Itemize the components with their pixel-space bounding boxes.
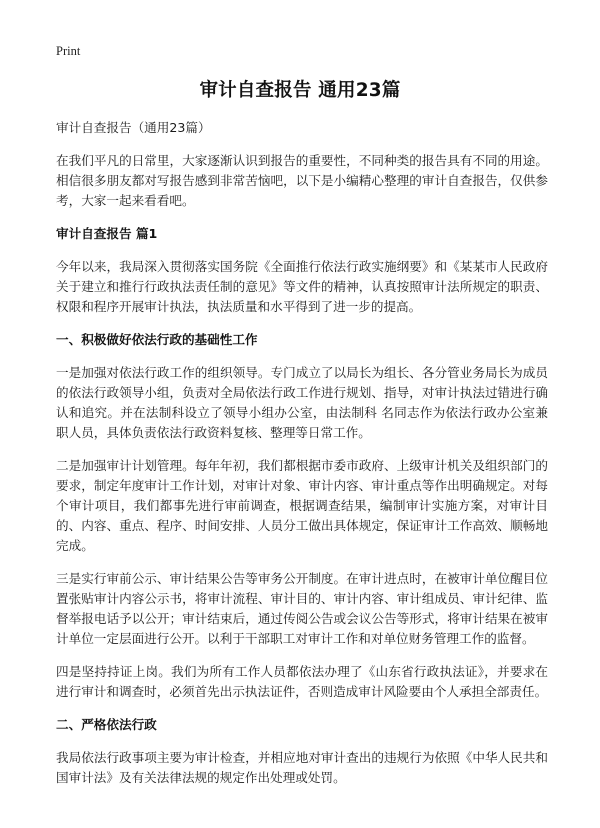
paragraph-item-1: 一是加强对依法行政工作的组织领导。专门成立了以局长为组长、各分管业务局长为成员的依法行政领导小组，负责对全局依法行政工作进行规划、指导，对审计执法过错进行确认和追究。并在法制科设立了领导小组办公室，由法制科 名同志作为依法行政办公室兼职人员，具体负责依法行政资料复核、整理等日常工作。 xyxy=(56,365,548,440)
paragraph-item-4: 四是坚持持证上岗。我们为所有工作人员都依法办理了《山东省行政执法证》，并要求在进行审计和调查时，必须首先出示执法证件，否则造成审计风险要由个人承担全部责任。 xyxy=(56,664,548,699)
document-body xyxy=(56,118,548,801)
intro-paragraph: 在我们平凡的日常里，大家逐渐认识到报告的重要性，不同种类的报告具有不同的用途。相信很多朋友都对写报告感到非常苦恼吧，以下是小编精心整理的审计自查报告，仅供参考，大家一起来看看吧。 xyxy=(56,153,548,208)
page-title: 审计自查报告 通用23篇 xyxy=(199,80,401,101)
print-link[interactable]: Print xyxy=(56,44,81,58)
document-subtitle: 审计自查报告（通用23篇） xyxy=(56,120,211,135)
heading-basic-work: 一、积极做好依法行政的基础性工作 xyxy=(56,332,258,347)
paragraph-item-3: 三是实行审前公示、审计结果公告等审务公开制度。在审计进点时，在被审计单位醒目位置张贴审计内容公示书，将审计流程、审计目的、审计内容、审计组成员、审计纪律、监督举报电话予以公开；审计结束后，通过传阅公告或会议公告等形式，将审计结果在被审计单位一定层面进行公开。以利于干部职工对审计工作和对单位财务管理工作的监督。 xyxy=(56,571,548,646)
section-title: 审计自查报告 篇1 xyxy=(56,226,158,241)
paragraph-item-2: 二是加强审计计划管理。每年年初，我们都根据市委市政府、上级审计机关及组织部门的要求，制定年度审计工作计划，对审计对象、审计内容、审计重点等作出明确规定。对每个审计项目，我们都事先进行审前调查，根据调查结果，编制审计实施方案，对审计目的、内容、重点、程序、时间安排、人员分工做出具体规定，保证审计工作高效、顺畅地完成。 xyxy=(56,458,548,553)
section-intro-paragraph: 今年以来，我局深入贯彻落实国务院《全面推行依法行政实施纲要》和《某某市人民政府关于建立和推行行政执法责任制的意见》等文件的精神，认真按照审计法所规定的职责、权限和程序开展审计执法，执法质量和水平得到了进一步的提高。 xyxy=(56,259,548,314)
paragraph-item-5: 我局依法行政事项主要为审计检查，并相应地对审计查出的违规行为依照《中华人民共和国审计法》及有关法律法规的规定作出处理或处罚。 xyxy=(56,750,548,785)
heading-strict-administration: 二、严格依法行政 xyxy=(56,717,157,732)
